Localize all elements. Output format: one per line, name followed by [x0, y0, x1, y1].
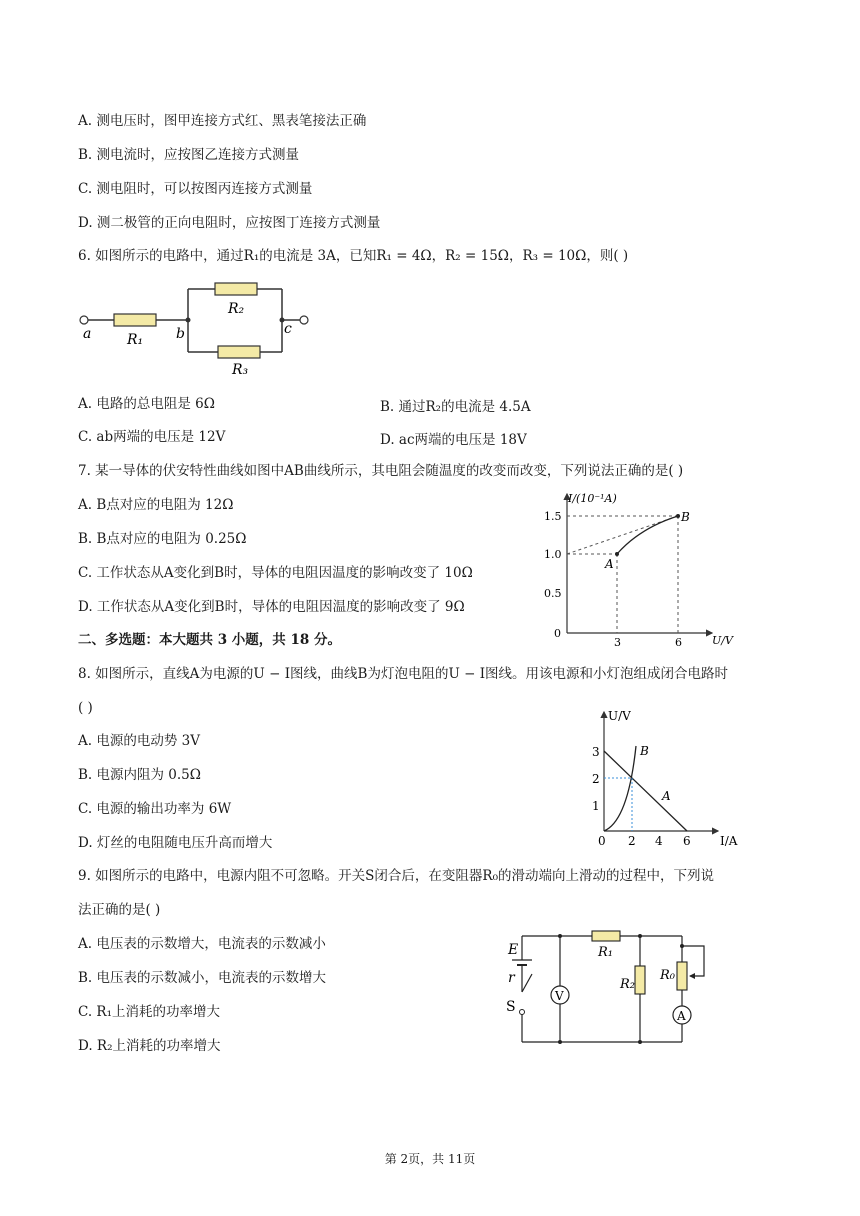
q6-option-c: C. ab两端的电压是 12V [78, 429, 226, 445]
ytick-3: 3 [592, 745, 600, 759]
q8-option-c: C. 电源的输出功率为 6W [78, 801, 232, 817]
resistor-r2 [215, 283, 257, 295]
q9-stem: 9. 如图所示的电路中，电源内阻不可忽略。开关S闭合后，在变阻器R₀的滑动端向上滑动的过程中，下列说 [78, 868, 714, 884]
ytick-1-0: 1.0 [544, 548, 562, 561]
ytick-2: 2 [592, 772, 600, 786]
rheostat-r0 [677, 962, 687, 990]
q9-option-c: C. R₁上消耗的功率增大 [78, 1004, 221, 1020]
resistor-r3 [218, 346, 260, 358]
q6-option-d: D. ac两端的电压是 18V [380, 432, 527, 448]
q5-option-c: C. 测电阻时，可以按图丙连接方式测量 [78, 181, 313, 197]
resistor-r1 [114, 314, 156, 326]
q5-option-b: B. 测电流时，应按图乙连接方式测量 [78, 147, 300, 163]
q8-ui-graph [588, 706, 748, 854]
q9-circuit-figure [500, 924, 720, 1046]
line-a-label: A [662, 789, 671, 803]
q6-option-b: B. 通过R₂的电流是 4.5A [380, 399, 531, 415]
label-r0: R₀ [660, 968, 675, 983]
q5-option-a: A. 测电压时，图甲连接方式红、黑表笔接法正确 [78, 113, 367, 129]
q6-circuit-figure [78, 284, 318, 376]
q8-paren: ( ) [78, 700, 93, 716]
point-b-label: B [681, 510, 690, 524]
label-r2: R₂ [620, 977, 635, 992]
ytick-1: 1 [592, 799, 600, 813]
q7-option-a: A. B点对应的电阻为 12Ω [78, 497, 234, 513]
label-r3: R₃ [232, 362, 249, 378]
y-axis-label: I/(10⁻¹A) [568, 492, 617, 505]
label-r: r [508, 970, 515, 986]
x-axis-label: I/A [720, 834, 738, 848]
curve-b [604, 746, 636, 831]
x-axis-label: U/V [712, 634, 733, 647]
xtick-6: 6 [683, 834, 691, 848]
q9-option-a: A. 电压表的示数增大，电流表的示数减小 [78, 936, 326, 952]
resistor-r2 [635, 966, 645, 994]
y-axis-label: U/V [608, 709, 631, 723]
ytick-1-5: 1.5 [544, 510, 562, 523]
xtick-4: 4 [655, 834, 663, 848]
ytick-0: 0 [554, 627, 561, 640]
q7-iu-graph [540, 488, 740, 650]
q9-option-b: B. 电压表的示数减小，电流表的示数增大 [78, 970, 327, 986]
section-multi-choice-heading: 二、多选题：本大题共 3 小题，共 18 分。 [78, 632, 341, 648]
q8-option-d: D. 灯丝的电阻随电压升高而增大 [78, 835, 273, 851]
q7-option-d: D. 工作状态从A变化到B时，导体的电阻因温度的影响改变了 9Ω [78, 599, 465, 615]
label-r1: R₁ [598, 945, 613, 960]
q7-option-c: C. 工作状态从A变化到B时，导体的电阻因温度的影响改变了 10Ω [78, 565, 473, 581]
q8-stem: 8. 如图所示，直线A为电源的U − I图线，曲线B为灯泡电阻的U − I图线。用该电源和小灯泡组成闭合电路时 [78, 666, 729, 682]
label-e: E [508, 942, 519, 958]
point-a-label: A [605, 557, 614, 571]
curve-b-label: B [640, 744, 649, 758]
ytick-0-5: 0.5 [544, 587, 562, 600]
q8-option-a: A. 电源的电动势 3V [78, 733, 200, 749]
label-b: b [176, 326, 185, 342]
xtick-0: 0 [598, 834, 606, 848]
q8-option-b: B. 电源内阻为 0.5Ω [78, 767, 201, 783]
q9-stem-cont: 法正确的是( ) [78, 902, 161, 918]
resistor-r1 [592, 931, 620, 941]
curve-ab [617, 516, 678, 554]
label-r2: R₂ [228, 301, 245, 317]
q6-option-a: A. 电路的总电阻是 6Ω [78, 396, 215, 412]
xtick-2: 2 [628, 834, 636, 848]
q5-option-d: D. 测二极管的正向电阻时，应按图丁连接方式测量 [78, 215, 381, 231]
q9-option-d: D. R₂上消耗的功率增大 [78, 1038, 221, 1054]
label-r1: R₁ [127, 332, 144, 348]
xtick-6: 6 [675, 636, 682, 649]
xtick-3: 3 [614, 636, 621, 649]
ammeter-label: A [677, 1009, 686, 1023]
label-a: a [83, 326, 92, 342]
q7-option-b: B. B点对应的电阻为 0.25Ω [78, 531, 247, 547]
label-c: c [284, 321, 292, 337]
q7-stem: 7. 某一导体的伏安特性曲线如图中AB曲线所示，其电阻会随温度的改变而改变，下列说法正确的是( ) [78, 463, 684, 479]
voltmeter-label: V [555, 989, 564, 1003]
switch-s [522, 974, 532, 992]
q6-stem: 6. 如图所示的电路中，通过R₁的电流是 3A，已知R₁ = 4Ω，R₂ = 15Ω，R₃ = 10Ω，则( ) [78, 248, 629, 264]
page-footer: 第 2页，共 11页 [384, 1152, 476, 1166]
label-s: S [506, 999, 516, 1015]
